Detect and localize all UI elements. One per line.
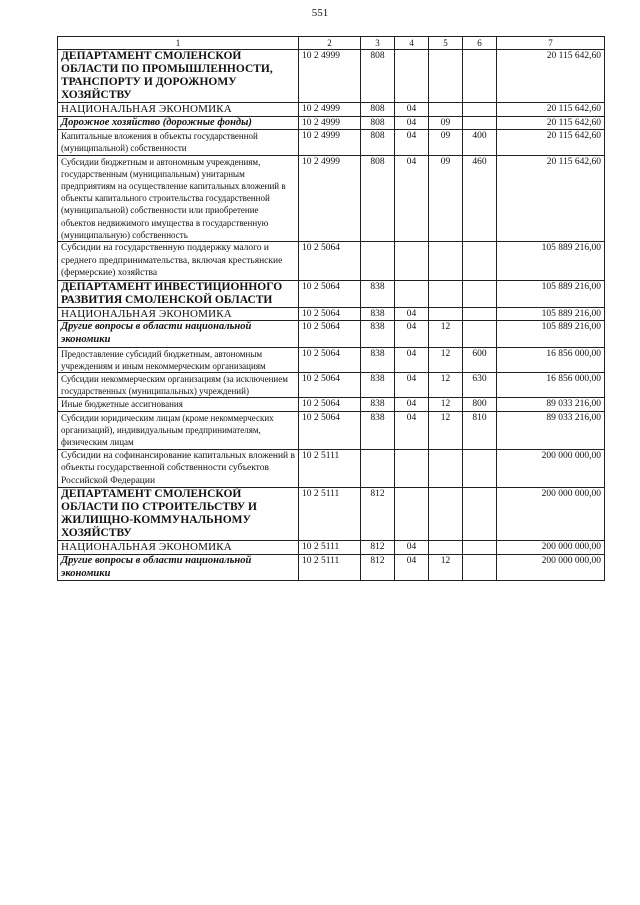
row-name-cell: Иные бюджетные ассигнования <box>58 398 299 412</box>
row-name-cell: Субсидии юридическим лицам (кроме некоммерческих организаций), индивидуальным предпринимателям, физическим лицам <box>58 411 299 449</box>
subsection-code-cell: 12 <box>429 411 463 449</box>
header-cell: 5 <box>429 37 463 50</box>
table-row <box>58 411 605 449</box>
budget-table <box>57 36 605 581</box>
target-code-cell: 10 2 5111 <box>299 488 361 541</box>
header-cell: 6 <box>463 37 497 50</box>
target-code-cell: 10 2 5111 <box>299 449 361 488</box>
section-code-cell: 04 <box>395 321 429 347</box>
section-code-cell: 04 <box>395 155 429 241</box>
expense-type-cell <box>463 488 497 541</box>
row-name-cell: Предоставление субсидий бюджетным, автономным учреждениям и иным некоммерческим организациям <box>58 347 299 372</box>
amount-cell: 20 115 642,60 <box>497 50 605 103</box>
subsection-code-cell: 12 <box>429 398 463 412</box>
amount-cell: 89 033 216,00 <box>497 398 605 412</box>
page-number: 551 <box>311 7 329 19</box>
expense-type-cell: 400 <box>463 130 497 155</box>
table-row <box>58 130 605 155</box>
amount-cell: 105 889 216,00 <box>497 321 605 347</box>
target-code-cell: 10 2 4999 <box>299 155 361 241</box>
section-code-cell <box>395 280 429 307</box>
expense-type-cell: 810 <box>463 411 497 449</box>
target-code-cell: 10 2 5064 <box>299 411 361 449</box>
subsection-code-cell <box>429 488 463 541</box>
subsection-code-cell <box>429 242 463 281</box>
target-code-cell: 10 2 4999 <box>299 50 361 103</box>
subsection-code-cell: 12 <box>429 321 463 347</box>
ministry-code-cell <box>361 449 395 488</box>
amount-cell: 20 115 642,60 <box>497 130 605 155</box>
expense-type-cell <box>463 103 497 117</box>
row-name-cell: Другие вопросы в области национальной экономики <box>58 554 299 580</box>
expense-type-cell <box>463 554 497 580</box>
section-code-cell: 04 <box>395 541 429 555</box>
expense-type-cell <box>463 449 497 488</box>
amount-cell: 20 115 642,60 <box>497 155 605 241</box>
target-code-cell: 10 2 5064 <box>299 398 361 412</box>
amount-cell: 20 115 642,60 <box>497 116 605 130</box>
section-code-cell: 04 <box>395 398 429 412</box>
row-name-cell: ДЕПАРТАМЕНТ СМОЛЕНСКОЙ ОБЛАСТИ ПО ПРОМЫШЛЕННОСТИ, ТРАНСПОРТУ И ДОРОЖНОМУ ХОЗЯЙСТВУ <box>58 50 299 103</box>
ministry-code-cell: 838 <box>361 280 395 307</box>
expense-type-cell <box>463 307 497 321</box>
row-name-cell: Дорожное хозяйство (дорожные фонды) <box>58 116 299 130</box>
table-row <box>58 116 605 130</box>
target-code-cell: 10 2 4999 <box>299 130 361 155</box>
header-cell: 2 <box>299 37 361 50</box>
ministry-code-cell: 808 <box>361 50 395 103</box>
ministry-code-cell: 808 <box>361 116 395 130</box>
subsection-code-cell <box>429 307 463 321</box>
expense-type-cell <box>463 242 497 281</box>
row-name-cell: ДЕПАРТАМЕНТ СМОЛЕНСКОЙ ОБЛАСТИ ПО СТРОИТЕЛЬСТВУ И ЖИЛИЩНО-КОММУНАЛЬНОМУ ХОЗЯЙСТВУ <box>58 488 299 541</box>
table-row <box>58 554 605 580</box>
table-row <box>58 321 605 347</box>
amount-cell: 20 115 642,60 <box>497 103 605 117</box>
table-row <box>58 280 605 307</box>
subsection-code-cell: 12 <box>429 554 463 580</box>
ministry-code-cell: 838 <box>361 411 395 449</box>
expense-type-cell: 460 <box>463 155 497 241</box>
section-code-cell <box>395 449 429 488</box>
table-row <box>58 103 605 117</box>
row-name-cell: ДЕПАРТАМЕНТ ИНВЕСТИЦИОННОГО РАЗВИТИЯ СМОЛЕНСКОЙ ОБЛАСТИ <box>58 280 299 307</box>
amount-cell: 89 033 216,00 <box>497 411 605 449</box>
ministry-code-cell: 808 <box>361 130 395 155</box>
section-code-cell: 04 <box>395 116 429 130</box>
row-name-cell: Субсидии на софинансирование капитальных вложений в объекты государственной собственности субъектов Российской Федерации <box>58 449 299 488</box>
ministry-code-cell: 838 <box>361 307 395 321</box>
section-code-cell: 04 <box>395 554 429 580</box>
row-name-cell: НАЦИОНАЛЬНАЯ ЭКОНОМИКА <box>58 307 299 321</box>
expense-type-cell <box>463 50 497 103</box>
target-code-cell: 10 2 5064 <box>299 321 361 347</box>
row-name-cell: Субсидии некоммерческим организациям (за исключением государственных (муниципальных) учреждений) <box>58 372 299 397</box>
table-row <box>58 307 605 321</box>
amount-cell: 16 856 000,00 <box>497 347 605 372</box>
header-cell: 1 <box>58 37 299 50</box>
header-cell: 7 <box>497 37 605 50</box>
section-code-cell: 04 <box>395 372 429 397</box>
amount-cell: 200 000 000,00 <box>497 488 605 541</box>
expense-type-cell: 600 <box>463 347 497 372</box>
table-row <box>58 449 605 488</box>
subsection-code-cell: 12 <box>429 372 463 397</box>
subsection-code-cell <box>429 541 463 555</box>
target-code-cell: 10 2 5064 <box>299 347 361 372</box>
row-name-cell: Другие вопросы в области национальной экономики <box>58 321 299 347</box>
row-name-cell: Капитальные вложения в объекты государственной (муниципальной) собственности <box>58 130 299 155</box>
table-row <box>58 155 605 241</box>
header-row <box>58 37 605 50</box>
amount-cell: 105 889 216,00 <box>497 307 605 321</box>
target-code-cell: 10 2 5064 <box>299 242 361 281</box>
subsection-code-cell: 09 <box>429 155 463 241</box>
subsection-code-cell: 09 <box>429 116 463 130</box>
amount-cell: 105 889 216,00 <box>497 280 605 307</box>
expense-type-cell <box>463 116 497 130</box>
section-code-cell: 04 <box>395 347 429 372</box>
ministry-code-cell: 838 <box>361 347 395 372</box>
table-row <box>58 541 605 555</box>
header-cell: 3 <box>361 37 395 50</box>
header-cell: 4 <box>395 37 429 50</box>
target-code-cell: 10 2 5064 <box>299 280 361 307</box>
expense-type-cell <box>463 541 497 555</box>
ministry-code-cell: 812 <box>361 488 395 541</box>
section-code-cell <box>395 50 429 103</box>
amount-cell: 200 000 000,00 <box>497 449 605 488</box>
row-name-cell: Субсидии бюджетным и автономным учреждениям, государственным (муниципальным) унитарным предприятиям на осуществление капитальных вложений в объекты капитального строительства государственной (муниципальной) собственности или приобретение объектов недвижимого имущества в государственную (муниципальную) собственность <box>58 155 299 241</box>
ministry-code-cell: 808 <box>361 155 395 241</box>
expense-type-cell <box>463 321 497 347</box>
subsection-code-cell <box>429 103 463 117</box>
row-name-cell: НАЦИОНАЛЬНАЯ ЭКОНОМИКА <box>58 103 299 117</box>
target-code-cell: 10 2 5064 <box>299 307 361 321</box>
amount-cell: 200 000 000,00 <box>497 541 605 555</box>
section-code-cell <box>395 488 429 541</box>
table-row <box>58 372 605 397</box>
target-code-cell: 10 2 5111 <box>299 541 361 555</box>
section-code-cell: 04 <box>395 130 429 155</box>
section-code-cell: 04 <box>395 307 429 321</box>
amount-cell: 200 000 000,00 <box>497 554 605 580</box>
subsection-code-cell: 12 <box>429 347 463 372</box>
ministry-code-cell: 812 <box>361 541 395 555</box>
ministry-code-cell: 838 <box>361 372 395 397</box>
table-row <box>58 488 605 541</box>
row-name-cell: Субсидии на государственную поддержку малого и среднего предпринимательства, включая крестьянские (фермерские) хозяйства <box>58 242 299 281</box>
ministry-code-cell: 838 <box>361 398 395 412</box>
ministry-code-cell: 808 <box>361 103 395 117</box>
table-row <box>58 50 605 103</box>
ministry-code-cell: 838 <box>361 321 395 347</box>
subsection-code-cell: 09 <box>429 130 463 155</box>
section-code-cell: 04 <box>395 411 429 449</box>
row-name-cell: НАЦИОНАЛЬНАЯ ЭКОНОМИКА <box>58 541 299 555</box>
expense-type-cell: 800 <box>463 398 497 412</box>
ministry-code-cell <box>361 242 395 281</box>
target-code-cell: 10 2 5111 <box>299 554 361 580</box>
ministry-code-cell: 812 <box>361 554 395 580</box>
expense-type-cell: 630 <box>463 372 497 397</box>
table-row <box>58 347 605 372</box>
expense-type-cell <box>463 280 497 307</box>
target-code-cell: 10 2 4999 <box>299 116 361 130</box>
target-code-cell: 10 2 5064 <box>299 372 361 397</box>
subsection-code-cell <box>429 50 463 103</box>
amount-cell: 16 856 000,00 <box>497 372 605 397</box>
table-row <box>58 398 605 412</box>
table-row <box>58 242 605 281</box>
section-code-cell: 04 <box>395 103 429 117</box>
target-code-cell: 10 2 4999 <box>299 103 361 117</box>
amount-cell: 105 889 216,00 <box>497 242 605 281</box>
subsection-code-cell <box>429 449 463 488</box>
section-code-cell <box>395 242 429 281</box>
subsection-code-cell <box>429 280 463 307</box>
